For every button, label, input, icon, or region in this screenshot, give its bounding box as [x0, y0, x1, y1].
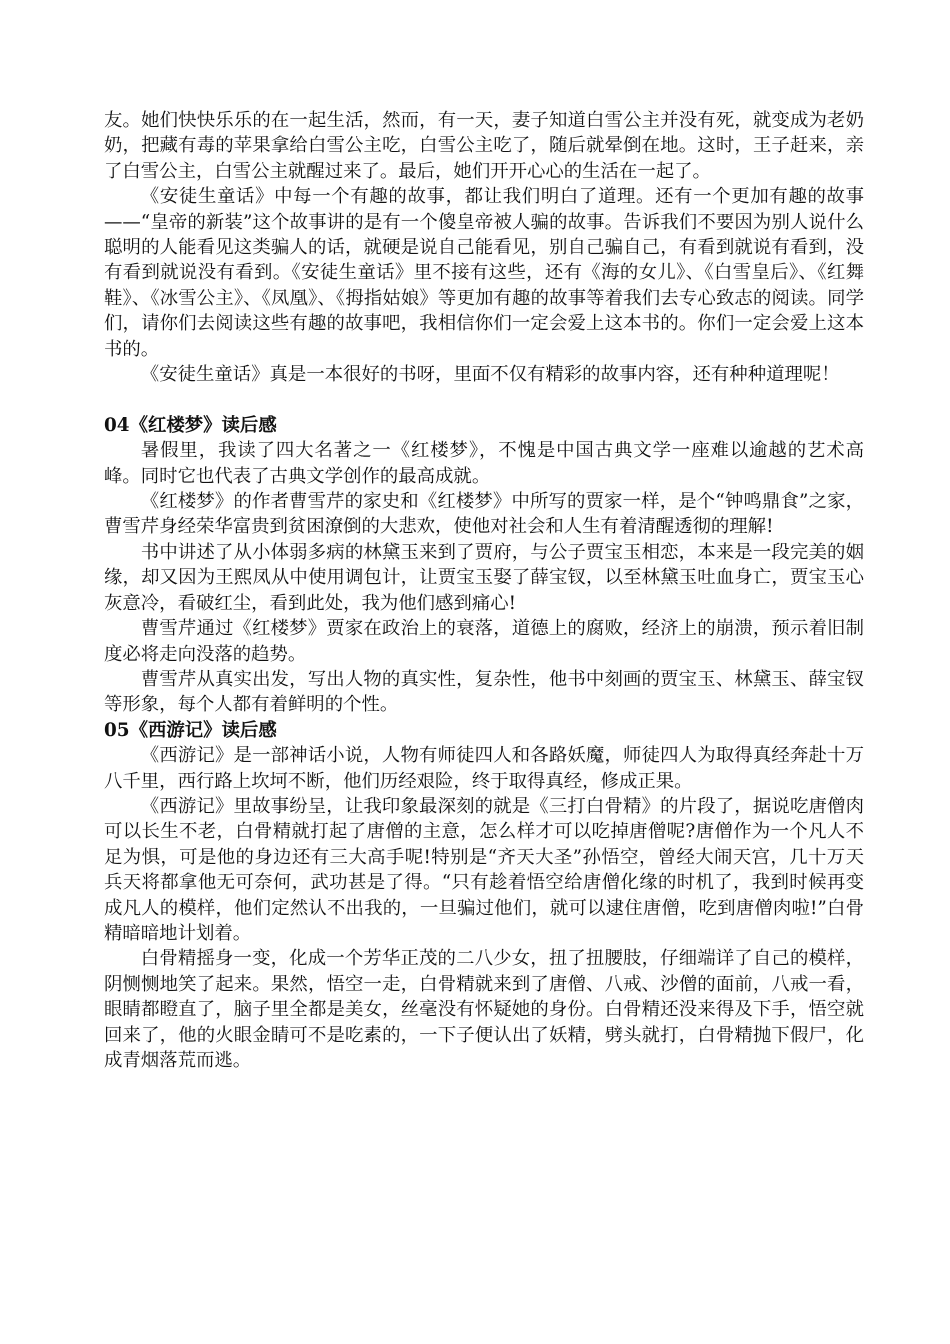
document-page: [104, 108, 864, 1073]
intro-paragraph-2: 《安徒生童话》中每一个有趣的故事，都让我们明白了道理。还有一个更加有趣的故事——“皇帝的新装”这个故事讲的是有一个傻皇帝被人骗的故事。告诉我们不要因为别人说什么聪明的人能看见这类骗人的话，就硬是说自己能看见，别自己骗自己，有看到就说有看到，没有看到就说没有看到。《安徒生童话》里不接有这些，还有《海的女儿》、《白雪皇后》、《红舞鞋》、《冰雪公主》、《凤凰》、《拇指姑娘》等更加有趣的故事等着我们去专心致志的阅读。同学们，请你们去阅读这些有趣的故事吧，我相信你们一定会爱上这本书的。你们一定会爱上这本书的。: [104, 186, 864, 360]
section-04-heading: 04《红楼梦》读后感: [104, 414, 277, 436]
section-04-paragraph-2: 《红楼梦》的作者曹雪芹的家史和《红楼梦》中所写的贾家一样，是个“钟鸣鼎食”之家，曹雪芹身经荣华富贵到贫困潦倒的大悲欢，使他对社会和人生有着清醒透彻的理解!: [104, 491, 864, 538]
section-05-heading: 05《西游记》读后感: [104, 719, 277, 741]
section-05-paragraph-2: 《西游记》里故事纷呈，让我印象最深刻的就是《三打白骨精》的片段了，据说吃唐僧肉可以长生不老，白骨精就打起了唐僧的主意，怎么样才可以吃掉唐僧呢?唐僧作为一个凡人不足为惧，可是他的身边还有三大高手呢!特别是“齐天大圣”孙悟空，曾经大闹天宫，几十万天兵天将都拿他无可奈何，武功甚是了得。“只有趁着悟空给唐僧化缘的时机了，我到时候再变成凡人的模样，他们定然认不出我的，一旦骗过他们，就可以逮住唐僧，吃到唐僧肉啦!”白骨精暗暗地计划着。: [104, 795, 864, 944]
section-04-paragraph-5: 曹雪芹从真实出发，写出人物的真实性，复杂性，他书中刻画的贾宝玉、林黛玉、薛宝钗等形象，每个人都有着鲜明的个性。: [104, 668, 864, 716]
section-04-paragraph-1: 暑假里，我读了四大名著之一《红楼梦》，不愧是中国古典文学一座难以逾越的艺术高峰。同时它也代表了古典文学创作的最高成就。: [104, 440, 864, 487]
section-05-paragraph-1: 《西游记》是一部神话小说，人物有师徒四人和各路妖魔，师徒四人为取得真经奔赴十万八千里，西行路上坎坷不断，他们历经艰险，终于取得真经，修成正果。: [104, 745, 864, 792]
intro-paragraph-3: 《安徒生童话》真是一本很好的书呀，里面不仅有精彩的故事内容，还有种种道理呢！: [140, 364, 840, 386]
section-05-paragraph-3: 白骨精摇身一变，化成一个芳华正茂的二八少女，扭了扭腰肢，仔细端详了自己的模样，阴恻恻地笑了起来。果然，悟空一走，白骨精就来到了唐僧、八戒、沙僧的面前，八戒一看，眼睛都瞪直了，脑子里全都是美女，丝毫没有怀疑她的身份。白骨精还没来得及下手，悟空就回来了，他的火眼金睛可不是吃素的，一下子便认出了妖精，劈头就打，白骨精抛下假尸，化成青烟落荒而逃。: [104, 948, 864, 1072]
intro-paragraph-1: 友。她们快快乐乐的在一起生活，然而，有一天，妻子知道白雪公主并没有死，就变成为老奶奶，把藏有毒的苹果拿给白雪公主吃，白雪公主吃了，随后就晕倒在地。这时，王子赶来，亲了白雪公主，白雪公主就醒过来了。最后，她们开开心心的生活在一起了。: [104, 110, 864, 182]
section-04-paragraph-3: 书中讲述了从小体弱多病的林黛玉来到了贾府，与公子贾宝玉相恋，本来是一段完美的姻缘，却又因为王熙凤从中使用调包计，让贾宝玉娶了薛宝钗，以至林黛玉吐血身亡，贾宝玉心灰意冷，看破红尘，看到此处，我为他们感到痛心!: [104, 541, 864, 614]
section-04-paragraph-4: 曹雪芹通过《红楼梦》贾家在政治上的衰落，道德上的腐败，经济上的崩溃，预示着旧制度必将走向没落的趋势。: [104, 618, 864, 665]
section-gap: [104, 387, 864, 412]
